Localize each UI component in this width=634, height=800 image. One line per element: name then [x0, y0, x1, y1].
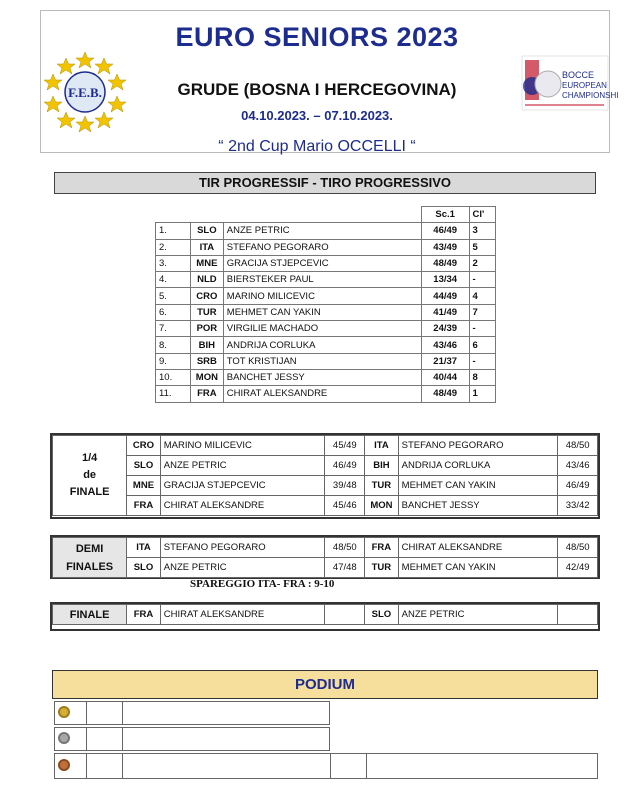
quarter-final-table — [52, 435, 598, 516]
event-title: EURO SENIORS 2023 — [175, 22, 459, 52]
table-row: 8. BIH ANDRIJA CORLUKA 43/46 6 — [156, 337, 496, 353]
spareggio-note: SPAREGGIO ITA- FRA : 9-10 — [190, 578, 335, 590]
bronze-medal-icon — [58, 759, 70, 771]
score-column-header: Sc.1 — [421, 207, 469, 223]
table-row: 5. CRO MARINO MILICEVIC 44/49 4 — [156, 288, 496, 304]
cup-subtitle: “ 2nd Cup Mario OCCELLI “ — [218, 138, 416, 155]
table-row: FINALE FRA CHIRAT ALEKSANDRE SLO ANZE PETRIC — [53, 605, 598, 625]
event-venue: GRUDE (BOSNA I HERCEGOVINA) — [177, 80, 457, 99]
semi-final-table — [52, 537, 598, 578]
table-row: DEMI FINALES ITA STEFANO PEGORARO 48/50 FRA CHIRAT ALEKSANDRE 48/50 — [53, 538, 598, 558]
silver-medal-icon — [58, 732, 70, 744]
table-row: SLO ANZE PETRIC 47/48 TUR MEHMET CAN YAKIN 42/49 — [53, 558, 598, 578]
podium-row-3 — [54, 753, 598, 779]
table-row: 3. MNE GRACIJA STJEPCEVIC 48/49 2 — [156, 255, 496, 271]
table-row: 11. FRA CHIRAT ALEKSANDRE 48/49 1 — [156, 386, 496, 402]
table-row: 9. SRB TOT KRISTIJAN 21/37 - — [156, 353, 496, 369]
table-row: FRA CHIRAT ALEKSANDRE 45/46 MON BANCHET JESSY 33/42 — [53, 496, 598, 516]
quarter-final-label: 1/4 de FINALE — [53, 436, 127, 516]
table-row: SLO ANZE PETRIC 46/49 BIH ANDRIJA CORLUKA 43/46 — [53, 456, 598, 476]
semi-final-label: DEMI FINALES — [53, 538, 127, 578]
podium-row-2 — [54, 727, 330, 751]
svg-text:CHAMPIONSHI: CHAMPIONSHI — [562, 91, 619, 100]
section-title: TIR PROGRESSIF - TIRO PROGRESSIVO — [54, 172, 596, 194]
ranking-header-row — [156, 207, 496, 223]
svg-text:F.E.B.: F.E.B. — [68, 85, 102, 100]
final-label: FINALE — [53, 605, 127, 625]
svg-text:EUROPEAN: EUROPEAN — [562, 81, 607, 90]
final-table — [52, 604, 598, 625]
table-row: MNE GRACIJA STJEPCEVIC 39/48 TUR MEHMET CAN YAKIN 46/49 — [53, 476, 598, 496]
table-row: 6. TUR MEHMET CAN YAKIN 41/49 7 — [156, 304, 496, 320]
table-row: 1. SLO ANZE PETRIC 46/49 3 — [156, 223, 496, 239]
podium-title: PODIUM — [52, 670, 598, 699]
table-row: 1/4 de FINALE CRO MARINO MILICEVIC 45/49 ITA STEFANO PEGORARO 48/50 — [53, 436, 598, 456]
table-row: 7. POR VIRGILIE MACHADO 24/39 - — [156, 321, 496, 337]
ranking-table — [155, 206, 496, 403]
table-row: 10. MON BANCHET JESSY 40/44 8 — [156, 369, 496, 385]
svg-text:BOCCE: BOCCE — [562, 70, 595, 80]
table-row: 2. ITA STEFANO PEGORARO 43/49 5 — [156, 239, 496, 255]
gold-medal-icon — [58, 706, 70, 718]
class-column-header: Cl' — [469, 207, 496, 223]
event-dates: 04.10.2023. – 07.10.2023. — [241, 108, 393, 123]
podium-row-1 — [54, 701, 330, 725]
table-row: 4. NLD BIERSTEKER PAUL 13/34 - — [156, 272, 496, 288]
